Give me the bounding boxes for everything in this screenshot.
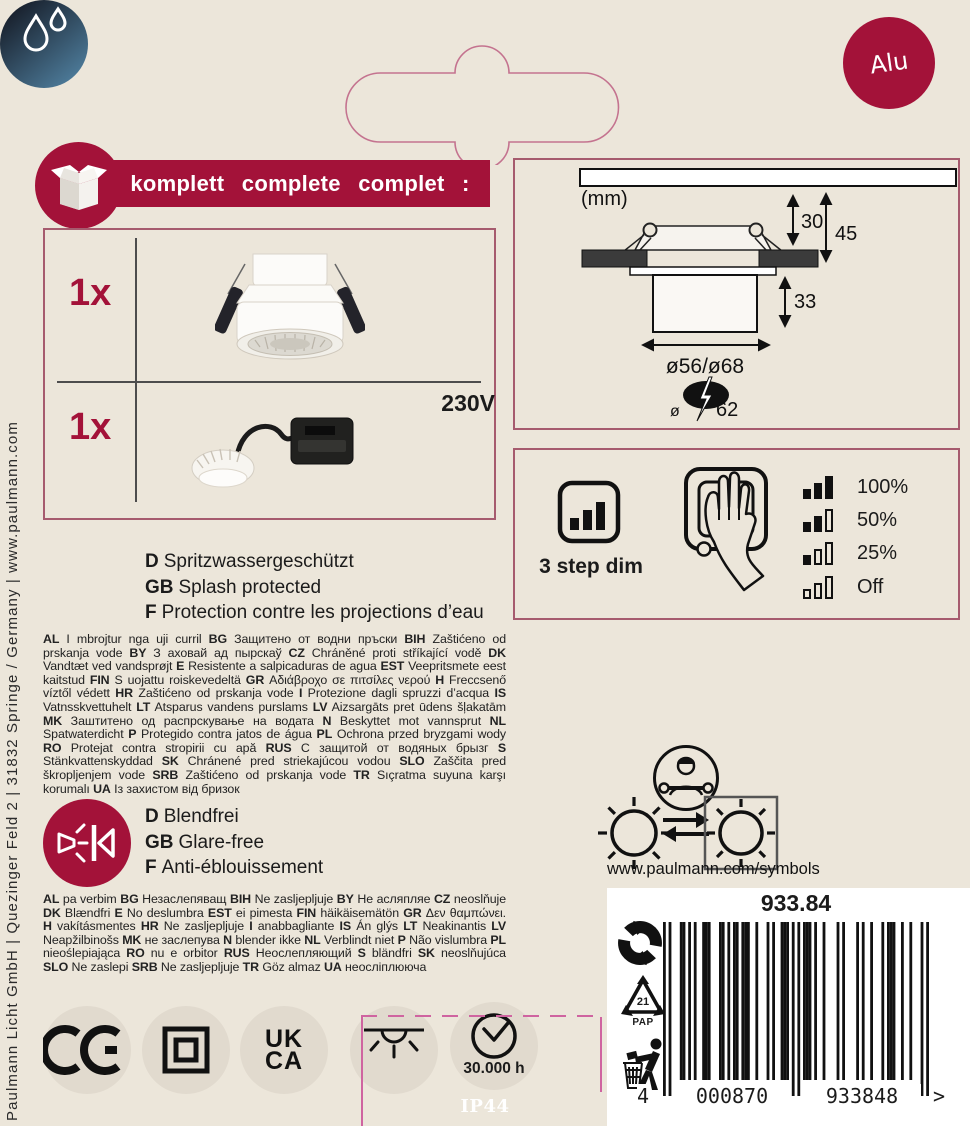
recessed-light-circle [350, 1006, 438, 1094]
cutout-symbol: ø [670, 403, 680, 420]
symbols-url: www.paulmann.com/symbols [607, 860, 820, 878]
glare-free-badge [43, 799, 131, 887]
article-number: 933.84 [760, 890, 832, 916]
ean-barcode [663, 922, 929, 1098]
cut-line-top [361, 1015, 602, 1017]
led-module-driver-image [185, 396, 357, 492]
dim-level-row [803, 504, 908, 537]
dimensions-box [513, 158, 960, 430]
cut-line-right [600, 1017, 602, 1092]
dim-level-bars-icon [803, 476, 849, 499]
dim-45-label: 45 [835, 223, 858, 245]
green-dot-icon [617, 920, 663, 966]
pap-recycling [619, 974, 667, 1028]
class-ii-icon [142, 1006, 230, 1094]
contents-divider-horizontal [57, 381, 481, 383]
barcode-panel [607, 888, 970, 1126]
dim-level-label: 50% [857, 509, 898, 532]
claim-fr: F Anti-éblouissement [145, 857, 324, 878]
glare-claims [145, 804, 545, 881]
dim-30-label: 30 [801, 211, 824, 233]
complete-banner-label: komplett complete complet : [130, 170, 470, 196]
ip44-label: IP44 [460, 1096, 510, 1117]
diameter-label: ø56/ø68 [665, 355, 745, 378]
splash-claims [145, 549, 545, 626]
dim-33-label: 33 [794, 291, 817, 313]
cut-line-left [361, 1017, 363, 1126]
complete-banner [110, 160, 490, 207]
hand-switch-icon [683, 462, 797, 596]
dim-level-row [803, 471, 908, 504]
quantity-module: 1x [69, 406, 112, 448]
dim-level-bars-icon [803, 509, 849, 532]
material-badge-label: Alu [868, 46, 910, 80]
voltage-label: 230V [441, 390, 495, 416]
ukca-line-1: UK [264, 1025, 304, 1053]
dim-level-label: Off [857, 575, 884, 598]
euro-hang-tab-outline [330, 45, 640, 165]
ce-mark-circle [43, 1006, 131, 1094]
ce-icon [43, 1006, 131, 1094]
water-drops-icon [0, 0, 88, 88]
claim-fr: F Protection contre les projections d’eau [145, 602, 484, 623]
dim-level-row [803, 537, 908, 570]
quantity-housing: 1x [69, 272, 112, 314]
claim-gb: GB Splash protected [145, 576, 322, 598]
package-contents-box [43, 228, 496, 520]
box-badge [35, 142, 122, 229]
ean-first-digit: 4 [637, 1084, 650, 1108]
dimension-drawing [515, 160, 958, 428]
dim-level-bars-icon [803, 576, 849, 599]
ean-left-group: 000870 [673, 1084, 791, 1108]
dim-steps-icon [557, 480, 621, 548]
material-badge [843, 17, 935, 109]
ean-right-group: 933848 [803, 1084, 921, 1108]
claim-de: D Spritzwassergeschützt [145, 551, 354, 572]
brand-address-line: Paulmann Licht GmbH | Quezinger Feld 2 | 31832 Springe / Germany | www.paulmann.com [4, 421, 21, 1121]
class-ii-circle [142, 1006, 230, 1094]
splash-translations: AL I mbrojtur nga uji curril BG Защитено от водни пръски BIH Zaštićeno od prskanja vode BY З аховай ад пырскаў CZ Chráněné proti stříkající vodě DK Vandtæt ved vandsprøjt E Resistente a salpicaduras de agua EST Veepritsmete eest kaitstud FIN S uojattu roiskevedeltä GR Αδιάβροχο σε πιτσίλες νερού H Freccsenő víztől védett HR Zaštićeno od prskanja vode I Protezione dagli spruzzi d’acqua IS Vatnsskvettuhelt LT Atsparus vandens purslams LV Aizsargāts pret ūdens šļakatām MK Заштитено од распрскување на водата N Beskyttet mot vannsprut NL Spatwaterdicht P Protegido contra jatos de água PL Ochrona przed bryzgami wody RO Protejat contra stropirii cu apă RUS С защитой от водяных брызг S Stänkvattenskyddad SK Chránené pred striekajúcou vodou SLO Zaščita pred škropljenjem vode SRB Zaštićeno od prskanja vode TR Sıçratma suyuna karşı korumalı UA Із захистом від бризок [43, 632, 507, 796]
dimming-box [513, 448, 960, 620]
unit-label: (mm) [581, 188, 628, 210]
dim-mode-label: 3 step dim [539, 555, 643, 578]
dim-levels-list [803, 471, 908, 604]
pap-number: 21 [636, 996, 650, 1008]
dim-level-bars-icon [803, 542, 849, 565]
pap-label: PAP [632, 1017, 654, 1028]
glare-free-icon [43, 799, 131, 887]
claim-gb: GB Glare-free [145, 831, 265, 853]
glare-translations: AL pa verbim BG Незаслепяващ BIH Ne zasljepljuje BY Не асляпляе CZ neoslňuje DK Blændfri E No deslumbra EST ei pimesta FIN häikäisemätön GR Δεν θαμπώνει. H vakításmentes HR Ne zasljepljuje I anabbagliante IS Án glýs LT Neakinantis LV Neapžilbinošs MK не заслепува N blender ikke NL Verblindt niet P Não vislumbra PL nieoślepiająca RO nu e orbitor RUS Неослепляющий S bländfri SK neoslňujúca SLO Ne zaslepi SRB Ne zasljepljuje TR Göz almaz UA неосліплююча [43, 892, 507, 974]
dim-level-label: 25% [857, 542, 898, 565]
dim-level-label: 100% [857, 476, 909, 499]
ukca-line-2: CA [264, 1047, 304, 1075]
dim-level-row [803, 571, 908, 604]
claim-de: D Blendfrei [145, 806, 239, 827]
recessed-housing-image [215, 248, 365, 362]
ceiling-light-icon [350, 1006, 438, 1094]
open-box-icon [50, 160, 108, 212]
ean-tail: > [933, 1084, 946, 1108]
cutout-value: 62 [716, 399, 739, 421]
lifetime-label: 30.000 h [463, 1060, 525, 1077]
contents-divider-vertical [135, 238, 137, 502]
ukca-mark-circle [240, 1006, 328, 1094]
ean-digits [607, 1084, 970, 1110]
